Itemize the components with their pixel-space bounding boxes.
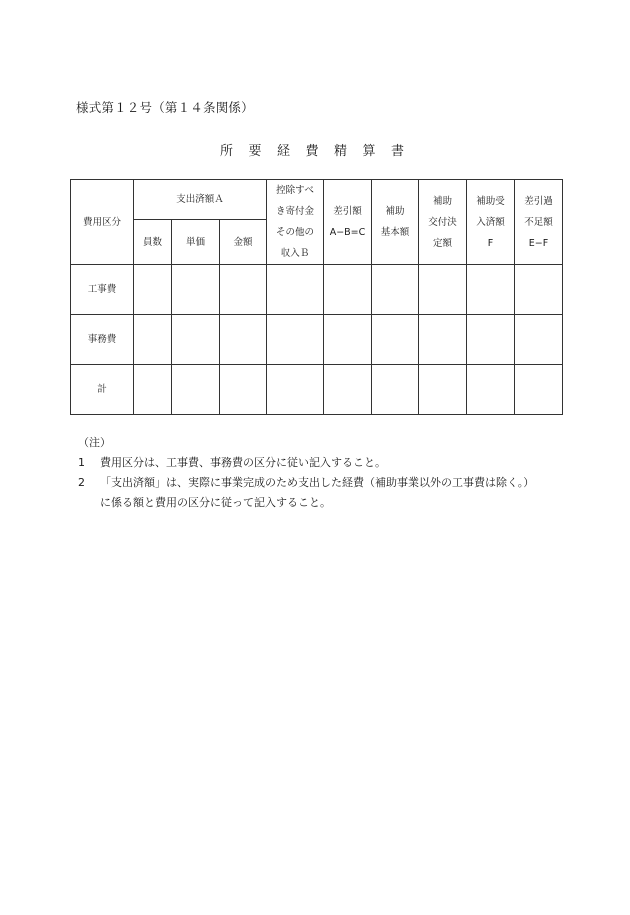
cell-grant-base-amount[interactable] bbox=[372, 365, 419, 415]
note-text: 「支出済額」は、実際に事業完成のため支出した経費（補助事業以外の工事費は除く。） bbox=[100, 476, 535, 489]
cell-grant-decision[interactable] bbox=[419, 265, 467, 315]
cell-grant-base-amount[interactable] bbox=[372, 265, 419, 315]
cell-difference[interactable] bbox=[324, 315, 372, 365]
note-item bbox=[78, 473, 534, 493]
balance-header: 差引過 不足額 E−F bbox=[515, 180, 563, 265]
notes-section bbox=[78, 433, 534, 513]
note-text: 費用区分は、工事費、事務費の区分に従い記入すること。 bbox=[100, 456, 386, 469]
row-label: 事務費 bbox=[71, 315, 134, 365]
expenditure-header: 支出済額Ａ bbox=[134, 180, 267, 220]
cell-quantity[interactable] bbox=[134, 315, 172, 365]
cell-balance[interactable] bbox=[515, 265, 563, 315]
table-row bbox=[71, 265, 563, 315]
grant-base-amount-header: 補助 基本額 bbox=[372, 180, 419, 265]
cell-deductible-income[interactable] bbox=[267, 315, 324, 365]
table-row-total bbox=[71, 365, 563, 415]
row-label: 計 bbox=[71, 365, 134, 415]
grant-decision-header: 補助 交付決 定額 bbox=[419, 180, 467, 265]
difference-header: 差引額 A−B=C bbox=[324, 180, 372, 265]
cell-difference[interactable] bbox=[324, 365, 372, 415]
table-header-row bbox=[71, 180, 563, 220]
table-row bbox=[71, 315, 563, 365]
cell-deductible-income[interactable] bbox=[267, 265, 324, 315]
cell-unit-price[interactable] bbox=[172, 315, 220, 365]
cell-balance[interactable] bbox=[515, 365, 563, 415]
quantity-header: 員数 bbox=[134, 220, 172, 265]
cell-grant-received[interactable] bbox=[467, 365, 515, 415]
cell-unit-price[interactable] bbox=[172, 265, 220, 315]
deductible-income-header: 控除すべ き寄付金 その他の 収入Ｂ bbox=[267, 180, 324, 265]
cell-amount[interactable] bbox=[220, 315, 267, 365]
row-label: 工事費 bbox=[71, 265, 134, 315]
note-number: 1 bbox=[78, 456, 85, 469]
cell-grant-decision[interactable] bbox=[419, 315, 467, 365]
cell-quantity[interactable] bbox=[134, 365, 172, 415]
note-number: 2 bbox=[78, 476, 85, 489]
cell-grant-decision[interactable] bbox=[419, 365, 467, 415]
cell-amount[interactable] bbox=[220, 365, 267, 415]
cell-quantity[interactable] bbox=[134, 265, 172, 315]
cell-grant-received[interactable] bbox=[467, 265, 515, 315]
category-header: 費用区分 bbox=[71, 180, 134, 265]
cell-grant-base-amount[interactable] bbox=[372, 315, 419, 365]
cell-balance[interactable] bbox=[515, 315, 563, 365]
cell-unit-price[interactable] bbox=[172, 365, 220, 415]
document-title: 所要経費精算書 bbox=[220, 144, 420, 159]
notes-heading: （注） bbox=[78, 436, 111, 449]
grant-received-header: 補助受 入済額 F bbox=[467, 180, 515, 265]
cell-deductible-income[interactable] bbox=[267, 365, 324, 415]
note-item bbox=[78, 453, 534, 473]
unit-price-header: 単価 bbox=[172, 220, 220, 265]
expense-settlement-table bbox=[70, 179, 563, 415]
amount-header: 金額 bbox=[220, 220, 267, 265]
form-number: 様式第１２号（第１４条関係） bbox=[76, 100, 254, 115]
note-text-continued: に係る額と費用の区分に従って記入すること。 bbox=[100, 496, 331, 509]
cell-grant-received[interactable] bbox=[467, 315, 515, 365]
cell-amount[interactable] bbox=[220, 265, 267, 315]
cell-difference[interactable] bbox=[324, 265, 372, 315]
